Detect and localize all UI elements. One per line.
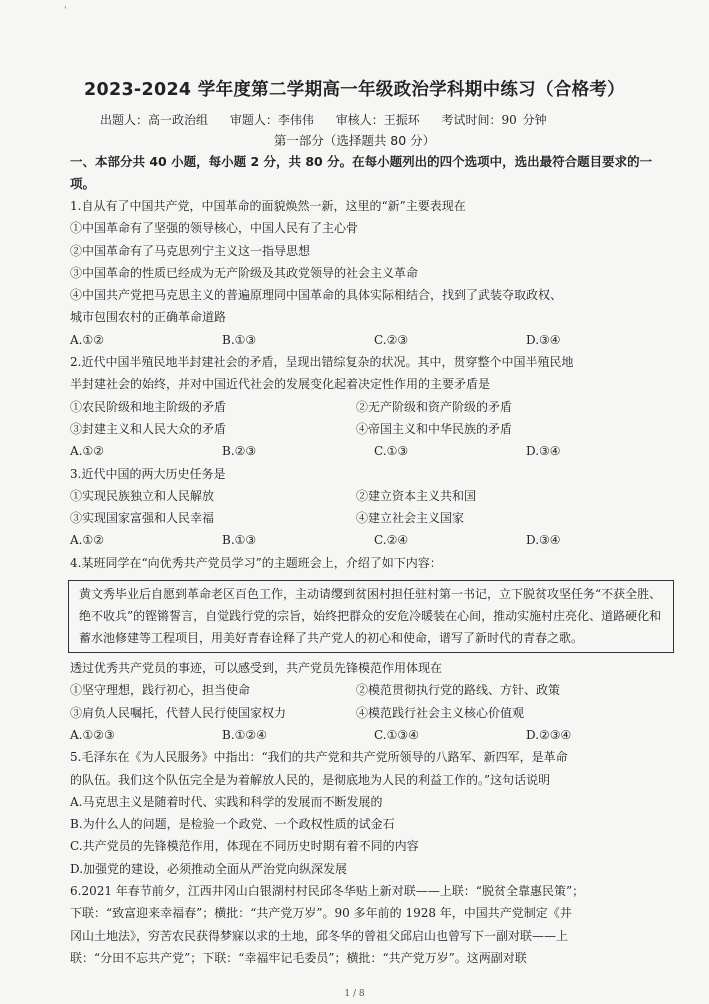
statement: ②模范贯彻执行党的路线、方针、政策: [356, 683, 561, 698]
exam-title: 2023-2024 学年度第二学期高一年级政治学科期中练习（合格考）: [84, 80, 625, 100]
question-stem: 半封建社会的始终，并对中国近代社会的发展变化起着决定性作用的主要矛盾是: [70, 377, 491, 392]
time-text: 考试时间：90 分钟: [441, 113, 547, 127]
page-number: 1 / 8: [344, 989, 365, 999]
answer-options: [70, 724, 678, 746]
exam-meta: [100, 111, 563, 128]
question-stem: 联：“分田不忘共产党”；下联：“幸福牢记毛委员”；横批：“共产党万岁”。这两副对联: [70, 950, 527, 965]
statement: ②中国革命有了马克思列宁主义这一指导思想: [70, 243, 311, 258]
option-d[interactable]: D.③④: [526, 533, 561, 548]
option-a[interactable]: A.马克思主义是随着时代、实践和科学的发展而不断发展的: [70, 794, 383, 809]
statement: ④模范践行社会主义核心价值观: [356, 705, 525, 720]
question-lead: 透过优秀共产党员的事迹，可以感受到，共产党员先锋模范作用体现在: [70, 661, 443, 676]
part-title: 第一部分（选择题共 80 分）: [273, 133, 436, 148]
statement: 城市包围农村的正确革命道路: [70, 310, 227, 325]
option-d[interactable]: D.加强党的建设，必须推动全面从严治党向纵深发展: [70, 861, 348, 876]
question-6: [70, 880, 678, 969]
statement: ①实现民族独立和人民解放: [70, 488, 215, 503]
option-d[interactable]: D.③④: [526, 444, 561, 459]
statement: ①坚守理想，践行初心，担当使命: [70, 683, 251, 698]
statement: ④中国共产党把马克思主义的普遍原理同中国革命的具体实际相结合，找到了武装夺取政权、: [70, 288, 563, 303]
option-c[interactable]: C.共产党员的先锋模范作用，体现在不同历史时期有着不同的内容: [70, 839, 419, 854]
option-c[interactable]: C.①③④: [374, 727, 419, 742]
statement: ①农民阶级和地主阶级的矛盾: [70, 399, 227, 414]
question-stem: 4.某班同学在“向优秀共产党员学习”的主题班会上，介绍了如下内容：: [70, 555, 442, 570]
question-stem: 下联：“致富迎来幸福春”；横批：“共产党万岁”。90 多年前的 1928 年，中国共产党制定《井: [70, 906, 572, 921]
option-b[interactable]: B.①②④: [222, 727, 267, 742]
question-stem: 6.2021 年春节前夕，江西井冈山白银湖村村民邱冬华贴上新对联——上联：“脱贫全靠惠民策”；: [70, 884, 585, 899]
answer-options: [70, 329, 678, 351]
option-a[interactable]: A.①②: [70, 444, 104, 459]
checker-text: 审核人：王振环: [335, 113, 420, 127]
option-d[interactable]: D.②③④: [526, 727, 572, 742]
question-stem: 2.近代中国半殖民地半封建社会的矛盾，呈现出错综复杂的状况。其中，贯穿整个中国半殖民地: [70, 355, 574, 370]
question-3: [70, 463, 678, 552]
answer-options: [70, 529, 678, 551]
option-c[interactable]: C.②③: [374, 332, 409, 347]
statement-row: [70, 702, 678, 724]
material-box: 黄文秀毕业后自愿到革命老区百色工作，主动请缨到贫困村担任驻村第一书记，立下脱贫攻坚任务“不获全胜、绝不收兵”的铿锵誓言，自觉践行党的宗旨，始终把群众的安危冷暖装在心间，推动实施村庄亮化、道路硬化和蓄水池修建等工程项目，用美好青春诠释了共产党人的初心和使命，谱写了新时代的青春之歌。: [68, 580, 674, 653]
option-b[interactable]: B.①③: [222, 533, 257, 548]
option-a[interactable]: A.①②: [70, 533, 104, 548]
statement: ②无产阶级和资产阶级的矛盾: [356, 399, 513, 414]
statement: ④帝国主义和中华民族的矛盾: [356, 421, 513, 436]
statement-row: [70, 507, 678, 529]
statement-row: [70, 418, 678, 440]
question-stem: 3.近代中国的两大历史任务是: [70, 466, 226, 481]
option-b[interactable]: B.为什么人的问题，是检验一个政党、一个政权性质的试金石: [70, 817, 395, 832]
question-2: [70, 351, 678, 462]
question-5: [70, 746, 678, 880]
question-stem: 5.毛泽东在《为人民服务》中指出：“我们的共产党和共产党所领导的八路军、新四军，是革命: [70, 750, 568, 765]
option-a[interactable]: A.①②: [70, 332, 104, 347]
statement: ③实现国家富强和人民幸福: [70, 511, 215, 526]
question-stem: 1.自从有了中国共产党，中国革命的面貌焕然一新，这里的“新”主要表现在: [70, 199, 466, 213]
question-1: [70, 195, 678, 351]
option-b[interactable]: B.①③: [222, 332, 257, 347]
statement: ③封建主义和人民大众的矛盾: [70, 421, 227, 436]
statement: ④建立社会主义国家: [356, 511, 465, 526]
question-stem: 的队伍。我们这个队伍完全是为着解放人民的，是彻底地为人民的利益工作的。”这句话说明: [70, 772, 551, 787]
setter-text: 出题人：高一政治组: [100, 113, 209, 127]
option-c[interactable]: C.①③: [374, 444, 409, 459]
scan-mark: ': [64, 6, 67, 16]
question-stem: 冈山土地法》，穷苦农民获得梦寐以求的土地，邱冬华的曾祖父邱启山也曾写下一副对联——上: [70, 928, 569, 943]
reviewer-text: 审题人：李伟伟: [229, 113, 314, 127]
option-d[interactable]: D.③④: [526, 332, 561, 347]
statement-row: [70, 679, 678, 701]
option-b[interactable]: B.②③: [222, 444, 257, 459]
option-a[interactable]: A.①②③: [70, 727, 115, 742]
statement: ①中国革命有了坚强的领导核心，中国人民有了主心骨: [70, 221, 359, 236]
statement: ②建立资本主义共和国: [356, 488, 477, 503]
statement-row: [70, 396, 678, 418]
section-intro: 一、本部分共 40 小题，每小题 2 分，共 80 分。在每小题列出的四个选项中，选出最符合题目要求的一项。: [70, 154, 653, 191]
statement: ③肩负人民嘱托，代替人民行使国家权力: [70, 705, 287, 720]
statement: ③中国革命的性质已经成为无产阶级及其政党领导的社会主义革命: [70, 265, 419, 280]
option-c[interactable]: C.②④: [374, 533, 409, 548]
statement-row: [70, 485, 678, 507]
answer-options: [70, 440, 678, 462]
questions: [70, 195, 678, 969]
question-4: [70, 552, 678, 746]
